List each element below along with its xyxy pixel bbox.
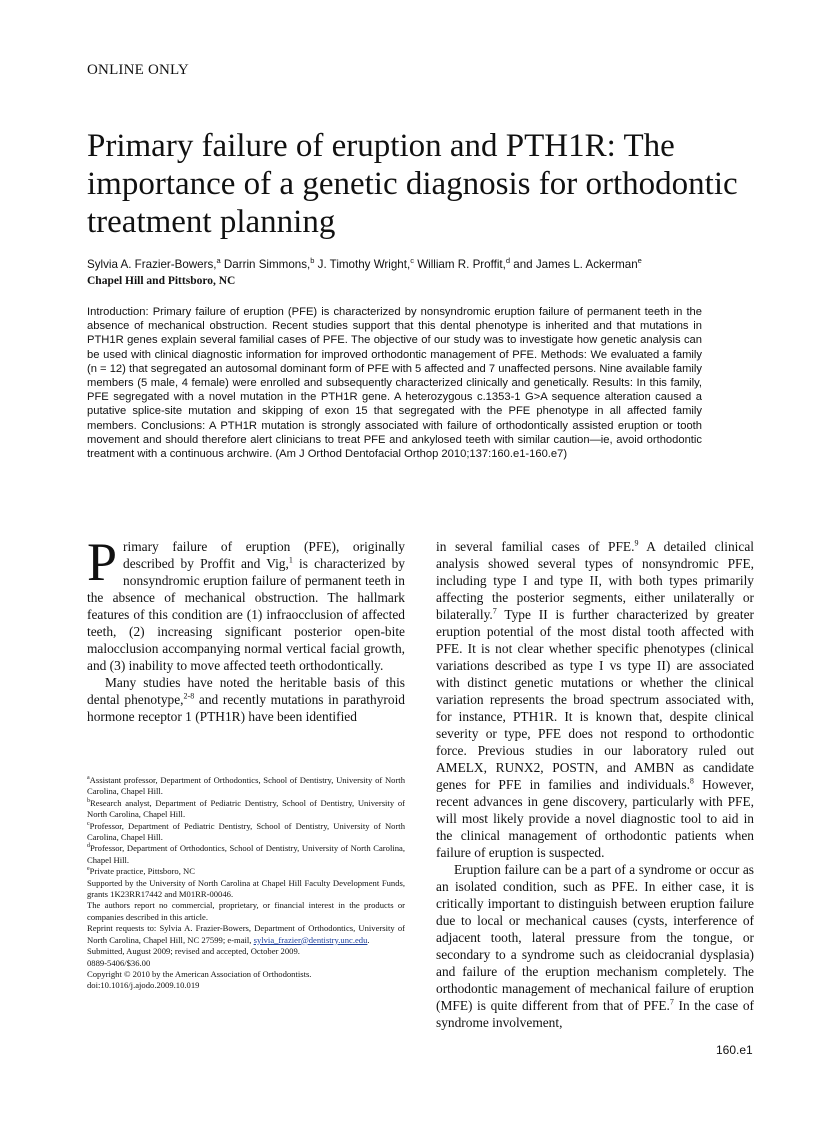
author-location: Chapel Hill and Pittsboro, NC bbox=[87, 275, 236, 287]
author-affiliation-mark: d bbox=[505, 256, 511, 266]
author-name: Darrin Simmons, bbox=[223, 258, 311, 271]
citation-ref: 7 bbox=[669, 997, 674, 1007]
citation-ref: 7 bbox=[492, 606, 497, 616]
email-link[interactable]: sylvia_frazier@dentistry.unc.edu bbox=[253, 934, 368, 945]
reprint-note: Reprint requests to: Sylvia A. Frazier-Bowers, Department of Orthodontics, University of North Carolina, Chapel Hill, NC 27599; e-mail, sylvia_frazier@dentistry.unc.edu. bbox=[87, 923, 405, 945]
body-column-left bbox=[87, 532, 406, 725]
body-column-right bbox=[436, 538, 754, 1031]
funding-note: Supported by the University of North Carolina at Chapel Hill Faculty Development Funds, grants 1K23RR17442 and M01RR-00046. bbox=[87, 877, 405, 900]
doi: doi:10.1016/j.ajodo.2009.10.019 bbox=[87, 980, 200, 991]
conflict-note: The authors report no commercial, proprietary, or financial interest in the products or companies described in this article. bbox=[87, 900, 405, 922]
author-affiliation-mark: c bbox=[410, 256, 414, 266]
drop-cap: P bbox=[87, 532, 118, 592]
footnote: $^d$Professor, Department of Orthodontics, School of Dentistry, University of North Carolina, Chapel Hill. bbox=[87, 843, 405, 865]
body-paragraph: Eruption failure can be a part of a syndrome or occur as an isolated condition, such as PFE. In either case, it is critically important to distinguish between eruption failure due to local or mechanical causes (cysts, interference of adjacent tooth, lateral pressure from the tongue, or secondary to a syndrome such as cleidocranial dysplasia) and failure of the eruption mechanism completely. The orthodontic management of mechanical failure of eruption (MFE) is quite different from that of PFE.$^7$ In the case of syndrome involvement, bbox=[436, 862, 754, 1030]
footnote: $^c$Professor, Department of Pediatric Dentistry, School of Dentistry, University of North Carolina, Chapel Hill. bbox=[87, 820, 405, 843]
author-list bbox=[87, 257, 767, 272]
section-label: ONLINE ONLY bbox=[87, 62, 189, 78]
author-affiliation-mark: a bbox=[216, 256, 221, 266]
issn: 0889-5406/$36.00 bbox=[87, 957, 151, 968]
footnote: $^e$Private practice, Pittsboro, NC bbox=[87, 866, 195, 877]
author-affiliation-mark: e bbox=[637, 256, 642, 266]
author-name: William R. Proffit, bbox=[417, 258, 506, 271]
abstract: Introduction: Primary failure of eruption (PFE) is characterized by nonsyndromic eruption failure of permanent teeth in the absence of mechanical obstruction. Recent studies support that this dental phenotype is inherited and that mutations in PTH1R genes explain several familial cases of PFE. The objective of our study was to investigate how genetic analysis can be used with clinical diagnostic information for improved orthodontic management of PFE. Methods: We evaluated a family (n = 12) that segregated an autosomal dominant form of PFE with 5 affected and 7 unaffected persons. Nine available family members (5 male, 4 female) were enrolled and subsequently characterized clinically and genetically. Results: In this family, PFE segregated with a novel mutation in the PTH1R gene. A heterozygous c.1353-1 G>A sequence alteration caused a putative splice-site mutation and skipping of exon 15 that segregated with the PFE phenotype in all affected family members. Conclusions: A PTH1R mutation is strongly associated with failure of orthodontically assisted eruption or tooth movement and should therefore alert clinicians to treat PFE and ankylosed teeth with similar caution—ie, avoid orthodontic treatment with a continuous archwire. (Am J Orthod Dentofacial Orthop 2010;137:160.e1-160.e7) bbox=[87, 306, 702, 461]
footnotes bbox=[87, 775, 405, 992]
submission-dates: Submitted, August 2009; revised and accepted, October 2009. bbox=[87, 946, 300, 957]
page-number: 160.e1 bbox=[716, 1043, 753, 1057]
citation-ref: 1 bbox=[288, 555, 293, 565]
author-name: Sylvia A. Frazier-Bowers, bbox=[87, 258, 217, 271]
footnote: $^b$Research analyst, Department of Pediatric Dentistry, School of Dentistry, University of North Carolina, Chapel Hill. bbox=[87, 797, 405, 820]
author-name: J. Timothy Wright, bbox=[317, 258, 411, 271]
citation-ref: 8 bbox=[689, 776, 694, 786]
body-paragraph: Primary failure of eruption (PFE), originally described by Proffit and Vig,$^1$ is characterized by nonsyndromic eruption failure of permanent teeth in the absence of mechanical obstruction. The hallmark features of this condition are (1) infraocclusion of affected teeth, (2) increasing significant posterior open-bite malocclusion accompanying normal vertical facial growth, and (3) inability to move affected teeth orthodontically. bbox=[87, 532, 406, 673]
article-title: Primary failure of eruption and PTH1R: The importance of a genetic diagnosis for orthodontic treatment planning bbox=[87, 128, 738, 240]
citation-ref: 9 bbox=[634, 538, 639, 548]
footnote: $^a$Assistant professor, Department of Orthodontics, School of Dentistry, University of North Carolina, Chapel Hill. bbox=[87, 775, 405, 797]
citation-ref: 2-8 bbox=[183, 691, 195, 701]
author-affiliation-mark: b bbox=[310, 256, 315, 266]
copyright: Copyright © 2010 by the American Association of Orthodontists. bbox=[87, 968, 312, 979]
author-name: and James L. Ackerman bbox=[513, 258, 638, 271]
body-paragraph: in several familial cases of PFE.$^9$ A detailed clinical analysis showed several types of nonsyndromic PFE, including type I and type II, with both types primarily affecting the posterior segments, either unilaterally or bilaterally.$^7$ Type II is further characterized by greater eruption potential of the most distal tooth affected with PFE. It is not clear whether specific phenotypes (clinical variations described as type I vs type II) are associated with distinct genetic mutations or whether the clinical variation represents the broad spectrum associated with, for instance, PTH1R. It is known that, despite clinical severity or type, PFE does not respond to orthodontic force. Previous studies in our laboratory ruled out AMELX, RUNX2, POSTN, and AMBN as candidate genes for PFE in families and individuals.$^8$ However, recent advances in gene discovery, particularly with PFE, will most likely provide a novel diagnostic tool to aid in the clinical management of orthodontic patients when failure of eruption is suspected. bbox=[436, 538, 754, 860]
body-paragraph: Many studies have noted the heritable basis of this dental phenotype,$^{2-8}$ and recently mutations in parathyroid hormone receptor 1 (PTH1R) have been identified bbox=[87, 675, 405, 724]
